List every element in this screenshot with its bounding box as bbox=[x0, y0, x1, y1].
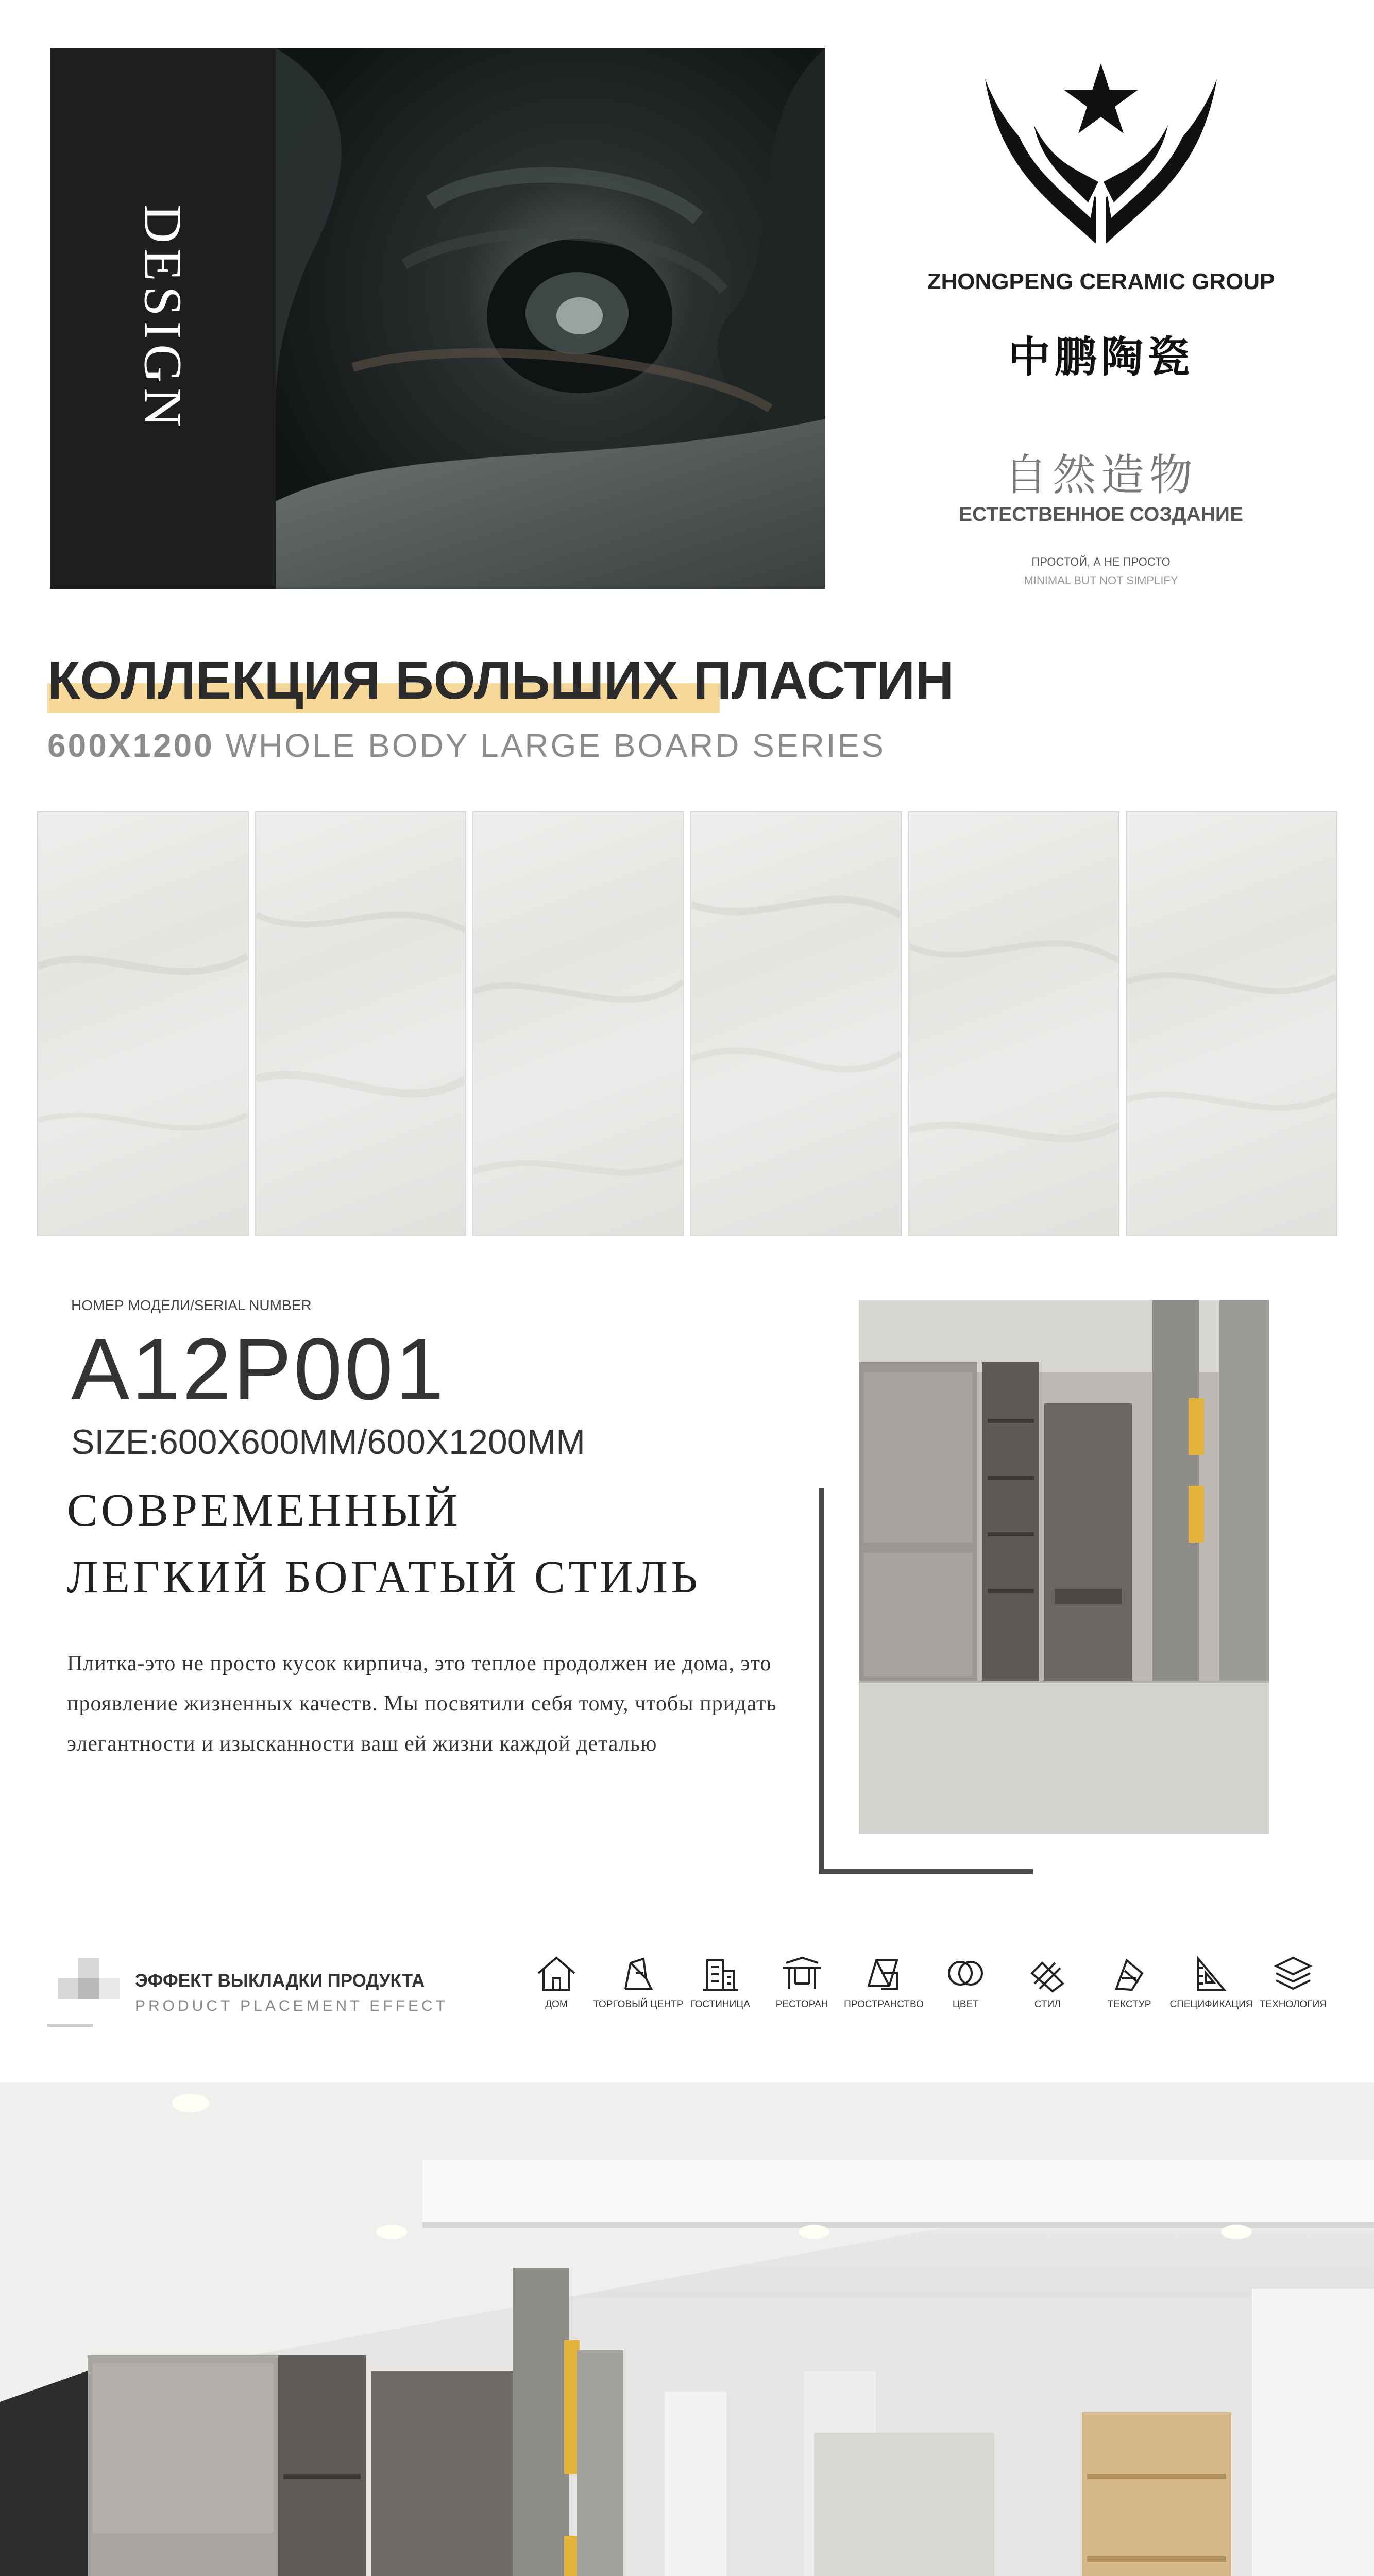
hotel-icon bbox=[697, 1953, 743, 1994]
usage-item-space: ПРОСТРАНСТВО bbox=[845, 1953, 923, 2025]
color-icon bbox=[942, 1953, 989, 1994]
usage-item-house: ДОМ bbox=[518, 1953, 595, 2025]
model-number: A12P001 bbox=[71, 1320, 446, 1418]
placement-squares-icon bbox=[47, 1958, 120, 2030]
brand-tagline-en: MINIMAL BUT NOT SIMPLIFY bbox=[1024, 574, 1178, 587]
technology-icon bbox=[1270, 1953, 1316, 1994]
hero-banner bbox=[50, 48, 825, 589]
usage-item-color: ЦВЕТ bbox=[927, 1953, 1004, 2025]
usage-item-technology: ТЕХНОЛОГИЯ bbox=[1254, 1953, 1332, 2025]
tile-swatch bbox=[908, 811, 1120, 1236]
tile-swatch bbox=[472, 811, 684, 1236]
product-size: SIZE:600X600MM/600X1200MM bbox=[71, 1422, 585, 1462]
mall-icon bbox=[615, 1953, 661, 1994]
tile-swatch bbox=[690, 811, 902, 1236]
living-room-render-photo bbox=[0, 2082, 1374, 2576]
style-icon bbox=[1024, 1953, 1071, 1994]
usage-item-mall: ТОРГОВЫЙ ЦЕНТР bbox=[600, 1953, 677, 2025]
space-icon bbox=[861, 1953, 907, 1994]
tile-swatches bbox=[37, 811, 1337, 1236]
entryway-render-photo bbox=[859, 1300, 1269, 1834]
collection-title: КОЛЛЕКЦИЯ БОЛЬШИХ ПЛАСТИН bbox=[47, 651, 954, 710]
usage-item-hotel: ГОСТИНИЦА bbox=[682, 1953, 759, 2025]
texture-icon bbox=[1106, 1953, 1152, 1994]
usage-item-style: СТИЛ bbox=[1009, 1953, 1086, 2025]
placement-subtitle: PRODUCT PLACEMENT EFFECT bbox=[135, 1997, 448, 2014]
spec-icon bbox=[1188, 1953, 1234, 1994]
placement-title: ЭФФЕКТ ВЫКЛАДКИ ПРОДУКТА bbox=[135, 1971, 425, 1991]
usage-item-texture: ТЕКСТУР bbox=[1091, 1953, 1168, 2025]
brand-logo-icon bbox=[980, 48, 1222, 249]
tile-swatch bbox=[1126, 811, 1337, 1236]
usage-icon-row bbox=[518, 1953, 1332, 2025]
collection-subtitle: 600X1200 WHOLE BODY LARGE BOARD SERIES bbox=[47, 727, 886, 764]
tile-swatch bbox=[255, 811, 467, 1236]
restaurant-icon bbox=[779, 1953, 825, 1994]
brand-name-cn: 中鹏陶瓷 bbox=[1008, 334, 1194, 381]
serial-number-label: НОМЕР МОДЕЛИ/SERIAL NUMBER bbox=[71, 1297, 312, 1313]
brand-tagline-ru: ПРОСТОЙ, А НЕ ПРОСТО bbox=[1031, 555, 1171, 568]
usage-item-spec: СПЕЦИФИКАЦИЯ bbox=[1173, 1953, 1250, 2025]
brand-name-en: ZHONGPENG CERAMIC GROUP bbox=[927, 269, 1275, 294]
slogan-line-2: ЛЕГКИЙ БОГАТЫЙ СТИЛЬ bbox=[67, 1552, 701, 1603]
house-icon bbox=[533, 1953, 580, 1994]
hero-cave-photo bbox=[276, 48, 825, 589]
placement-underline bbox=[47, 2024, 93, 2027]
usage-item-restaurant: РЕСТОРАН bbox=[764, 1953, 841, 2025]
brand-slogan-ru: ЕСТЕСТВЕННОЕ СОЗДАНИЕ bbox=[959, 503, 1243, 526]
brand-slogan-cn: 自然造物 bbox=[1004, 451, 1198, 499]
hero-vertical-word: DESIGN bbox=[133, 205, 193, 432]
tile-swatch bbox=[37, 811, 249, 1236]
product-description: Плитка-это не просто кусок кирпича, это теплое продолжен ие дома, это проявление жизненных качеств. Мы посвятили себя тому, чтобы придать элегантности и изысканности ваш ей жизни каждой деталью bbox=[67, 1652, 777, 1756]
slogan-line-1: СОВРЕМЕННЫЙ bbox=[67, 1485, 461, 1536]
